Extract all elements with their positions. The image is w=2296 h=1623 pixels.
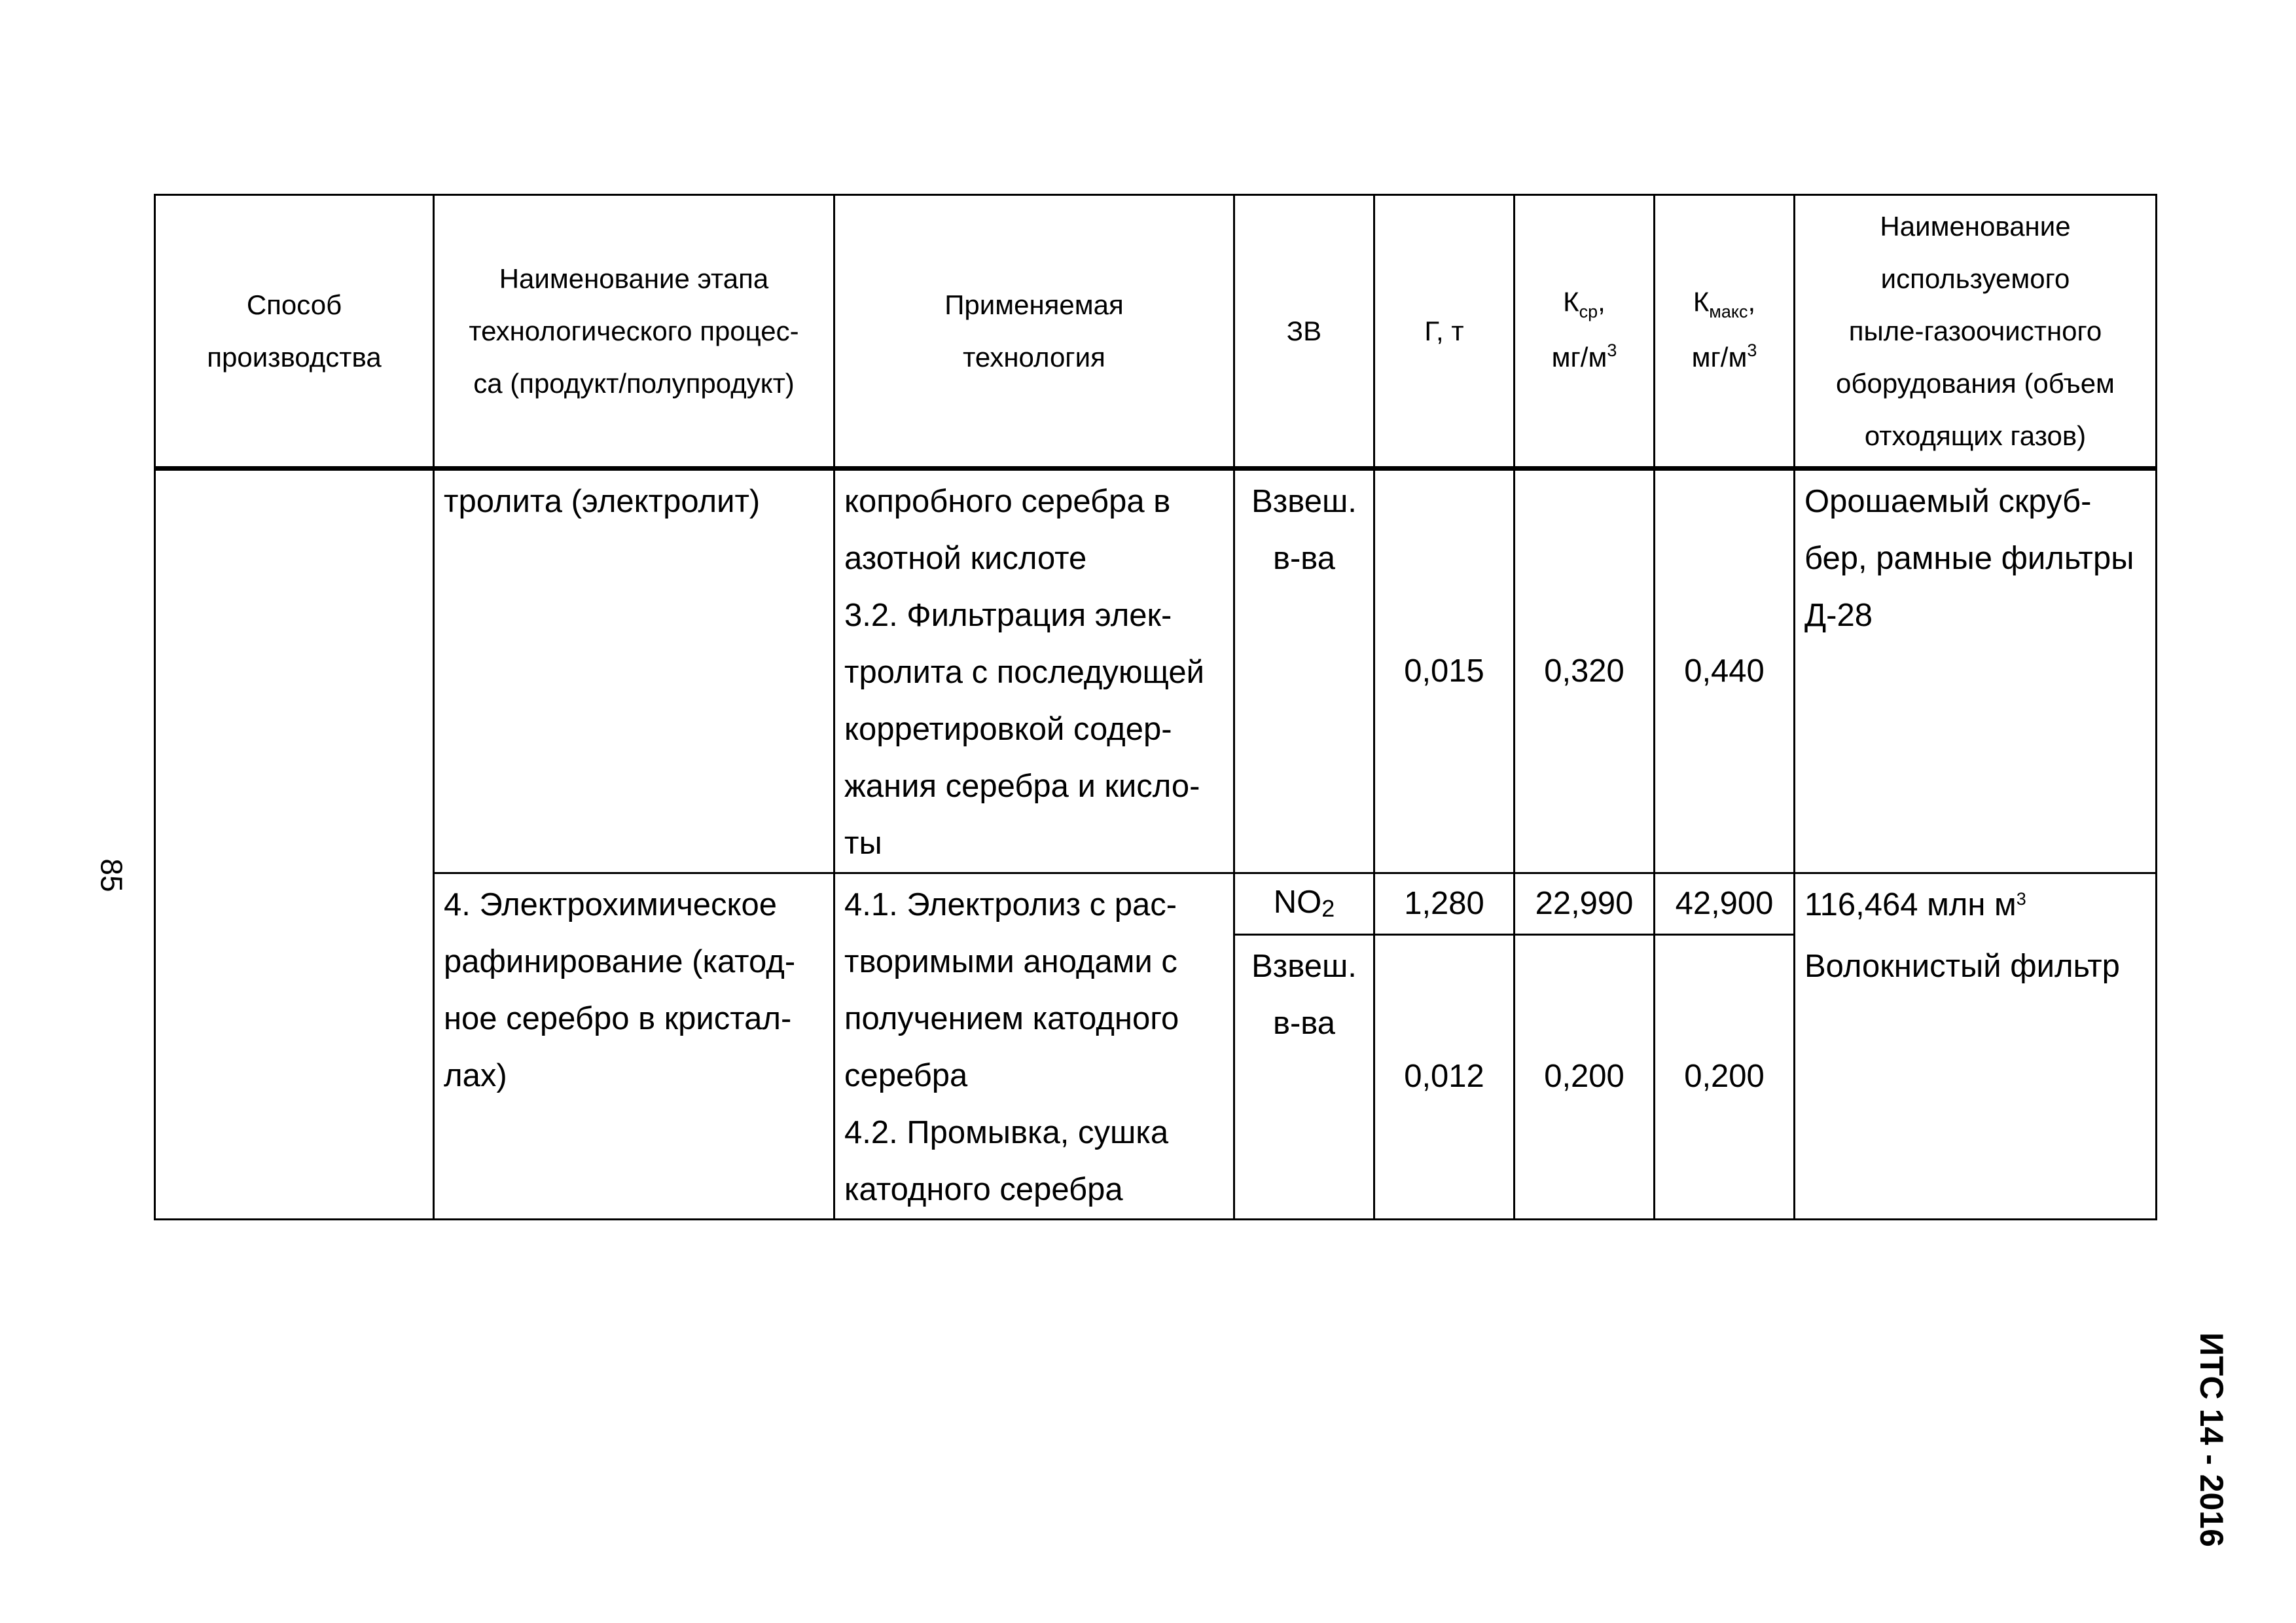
header-line: технология	[963, 341, 1105, 373]
cell-k-max-susp: 0,200	[1655, 934, 1795, 1219]
header-k-sub: ср	[1579, 301, 1598, 321]
text-line: рафинирование (катод-	[444, 944, 796, 979]
text-line: в-ва	[1272, 541, 1336, 576]
header-line: отходящих газов)	[1864, 420, 2087, 451]
header-pollutant: ЗВ	[1234, 195, 1374, 469]
cell-equipment	[1795, 469, 2157, 873]
text-line: в-ва	[1272, 1005, 1336, 1041]
cell-production-method	[155, 469, 434, 1220]
text-line: Взвеш.	[1251, 948, 1357, 984]
header-k-sub: макс	[1709, 301, 1748, 321]
text-line: жания серебра и кисло-	[844, 769, 1200, 804]
cell-pollutant	[1234, 469, 1374, 873]
header-unit: мг/м	[1691, 341, 1748, 373]
header-mass: Г, т	[1374, 195, 1515, 469]
text-line: Д-28	[1804, 598, 1873, 633]
header-line: оборудования (объем	[1836, 367, 2115, 399]
table-row	[155, 469, 2157, 873]
table-row	[155, 873, 2157, 935]
header-line: са (продукт/полупродукт)	[473, 367, 795, 399]
header-line: пыле-газоочистного	[1848, 315, 2102, 346]
header-line: Способ	[246, 289, 342, 320]
text-line: 4. Электрохимическое	[444, 887, 777, 922]
header-line: технологического процес-	[469, 315, 799, 346]
text-line: копробного серебра в	[844, 484, 1171, 519]
cell-stage	[434, 469, 834, 873]
cell-mass-susp: 0,012	[1374, 934, 1515, 1219]
text-line: Орошаемый скруб-	[1804, 484, 2092, 519]
equipment-volume-sup: 3	[2016, 889, 2026, 909]
text-line: Взвеш.	[1251, 484, 1357, 519]
header-unit-sup: 3	[1607, 340, 1617, 360]
cell-k-avg-no2: 22,990	[1515, 873, 1655, 935]
text-line: азотной кислоте	[844, 541, 1087, 576]
header-unit-sup: 3	[1747, 340, 1757, 360]
header-equipment	[1795, 195, 2157, 469]
text-line: тролита (электролит)	[444, 484, 761, 519]
emissions-table	[154, 194, 2157, 1220]
text-line: 4.1. Электролиз с рас-	[844, 887, 1177, 922]
no2-sub: 2	[1321, 895, 1335, 922]
cell-mass: 0,015	[1374, 469, 1515, 873]
cell-pollutant-susp	[1234, 934, 1374, 1219]
text-line: корретировкой содер-	[844, 712, 1172, 747]
text-line: 3.2. Фильтрация элек-	[844, 598, 1172, 633]
header-line: Применяемая	[944, 289, 1124, 320]
header-line: Наименование этапа	[499, 263, 769, 294]
header-unit: мг/м	[1551, 341, 1607, 373]
equipment-volume: 116,464 млн м	[1804, 887, 2017, 922]
text-line: 4.2. Промывка, сушка	[844, 1115, 1169, 1150]
cell-technology	[834, 469, 1234, 873]
cell-equipment	[1795, 873, 2157, 1220]
text-line: серебра	[844, 1058, 968, 1093]
header-k-avg	[1515, 195, 1655, 469]
cell-technology	[834, 873, 1234, 1220]
text-line: творимыми анодами с	[844, 944, 1177, 979]
cell-mass-no2: 1,280	[1374, 873, 1515, 935]
header-k-base: К	[1693, 285, 1710, 317]
header-production-method	[155, 195, 434, 469]
cell-pollutant-no2	[1234, 873, 1374, 935]
table-header-row	[155, 195, 2157, 469]
cell-k-max-no2: 42,900	[1655, 873, 1795, 935]
equipment-name: Волокнистый фильтр	[1804, 949, 2120, 984]
document-code: ИТС 14 - 2016	[2193, 1332, 2230, 1547]
header-k-max	[1655, 195, 1795, 469]
cell-k-avg: 0,320	[1515, 469, 1655, 873]
text-line: ное серебро в кристал-	[444, 1001, 792, 1036]
cell-k-avg-susp: 0,200	[1515, 934, 1655, 1219]
text-line: получением катодного	[844, 1001, 1179, 1036]
header-k-tail: ,	[1598, 285, 1605, 317]
text-line: катодного серебра	[844, 1172, 1123, 1207]
header-k-base: К	[1563, 285, 1579, 317]
text-line: ты	[844, 826, 882, 861]
no2-base: NO	[1273, 884, 1322, 921]
header-k-tail: ,	[1748, 285, 1756, 317]
cell-k-max: 0,440	[1655, 469, 1795, 873]
header-technology	[834, 195, 1234, 469]
cell-stage	[434, 873, 834, 1220]
text-line: тролита с последующей	[844, 655, 1204, 690]
page-number: 85	[94, 858, 129, 892]
text-line: бер, рамные фильтры	[1804, 541, 2134, 576]
header-line: Наименование	[1880, 210, 2071, 242]
header-process-stage	[434, 195, 834, 469]
header-line: производства	[207, 341, 382, 373]
header-line: используемого	[1880, 263, 2070, 294]
text-line: лах)	[444, 1058, 507, 1093]
